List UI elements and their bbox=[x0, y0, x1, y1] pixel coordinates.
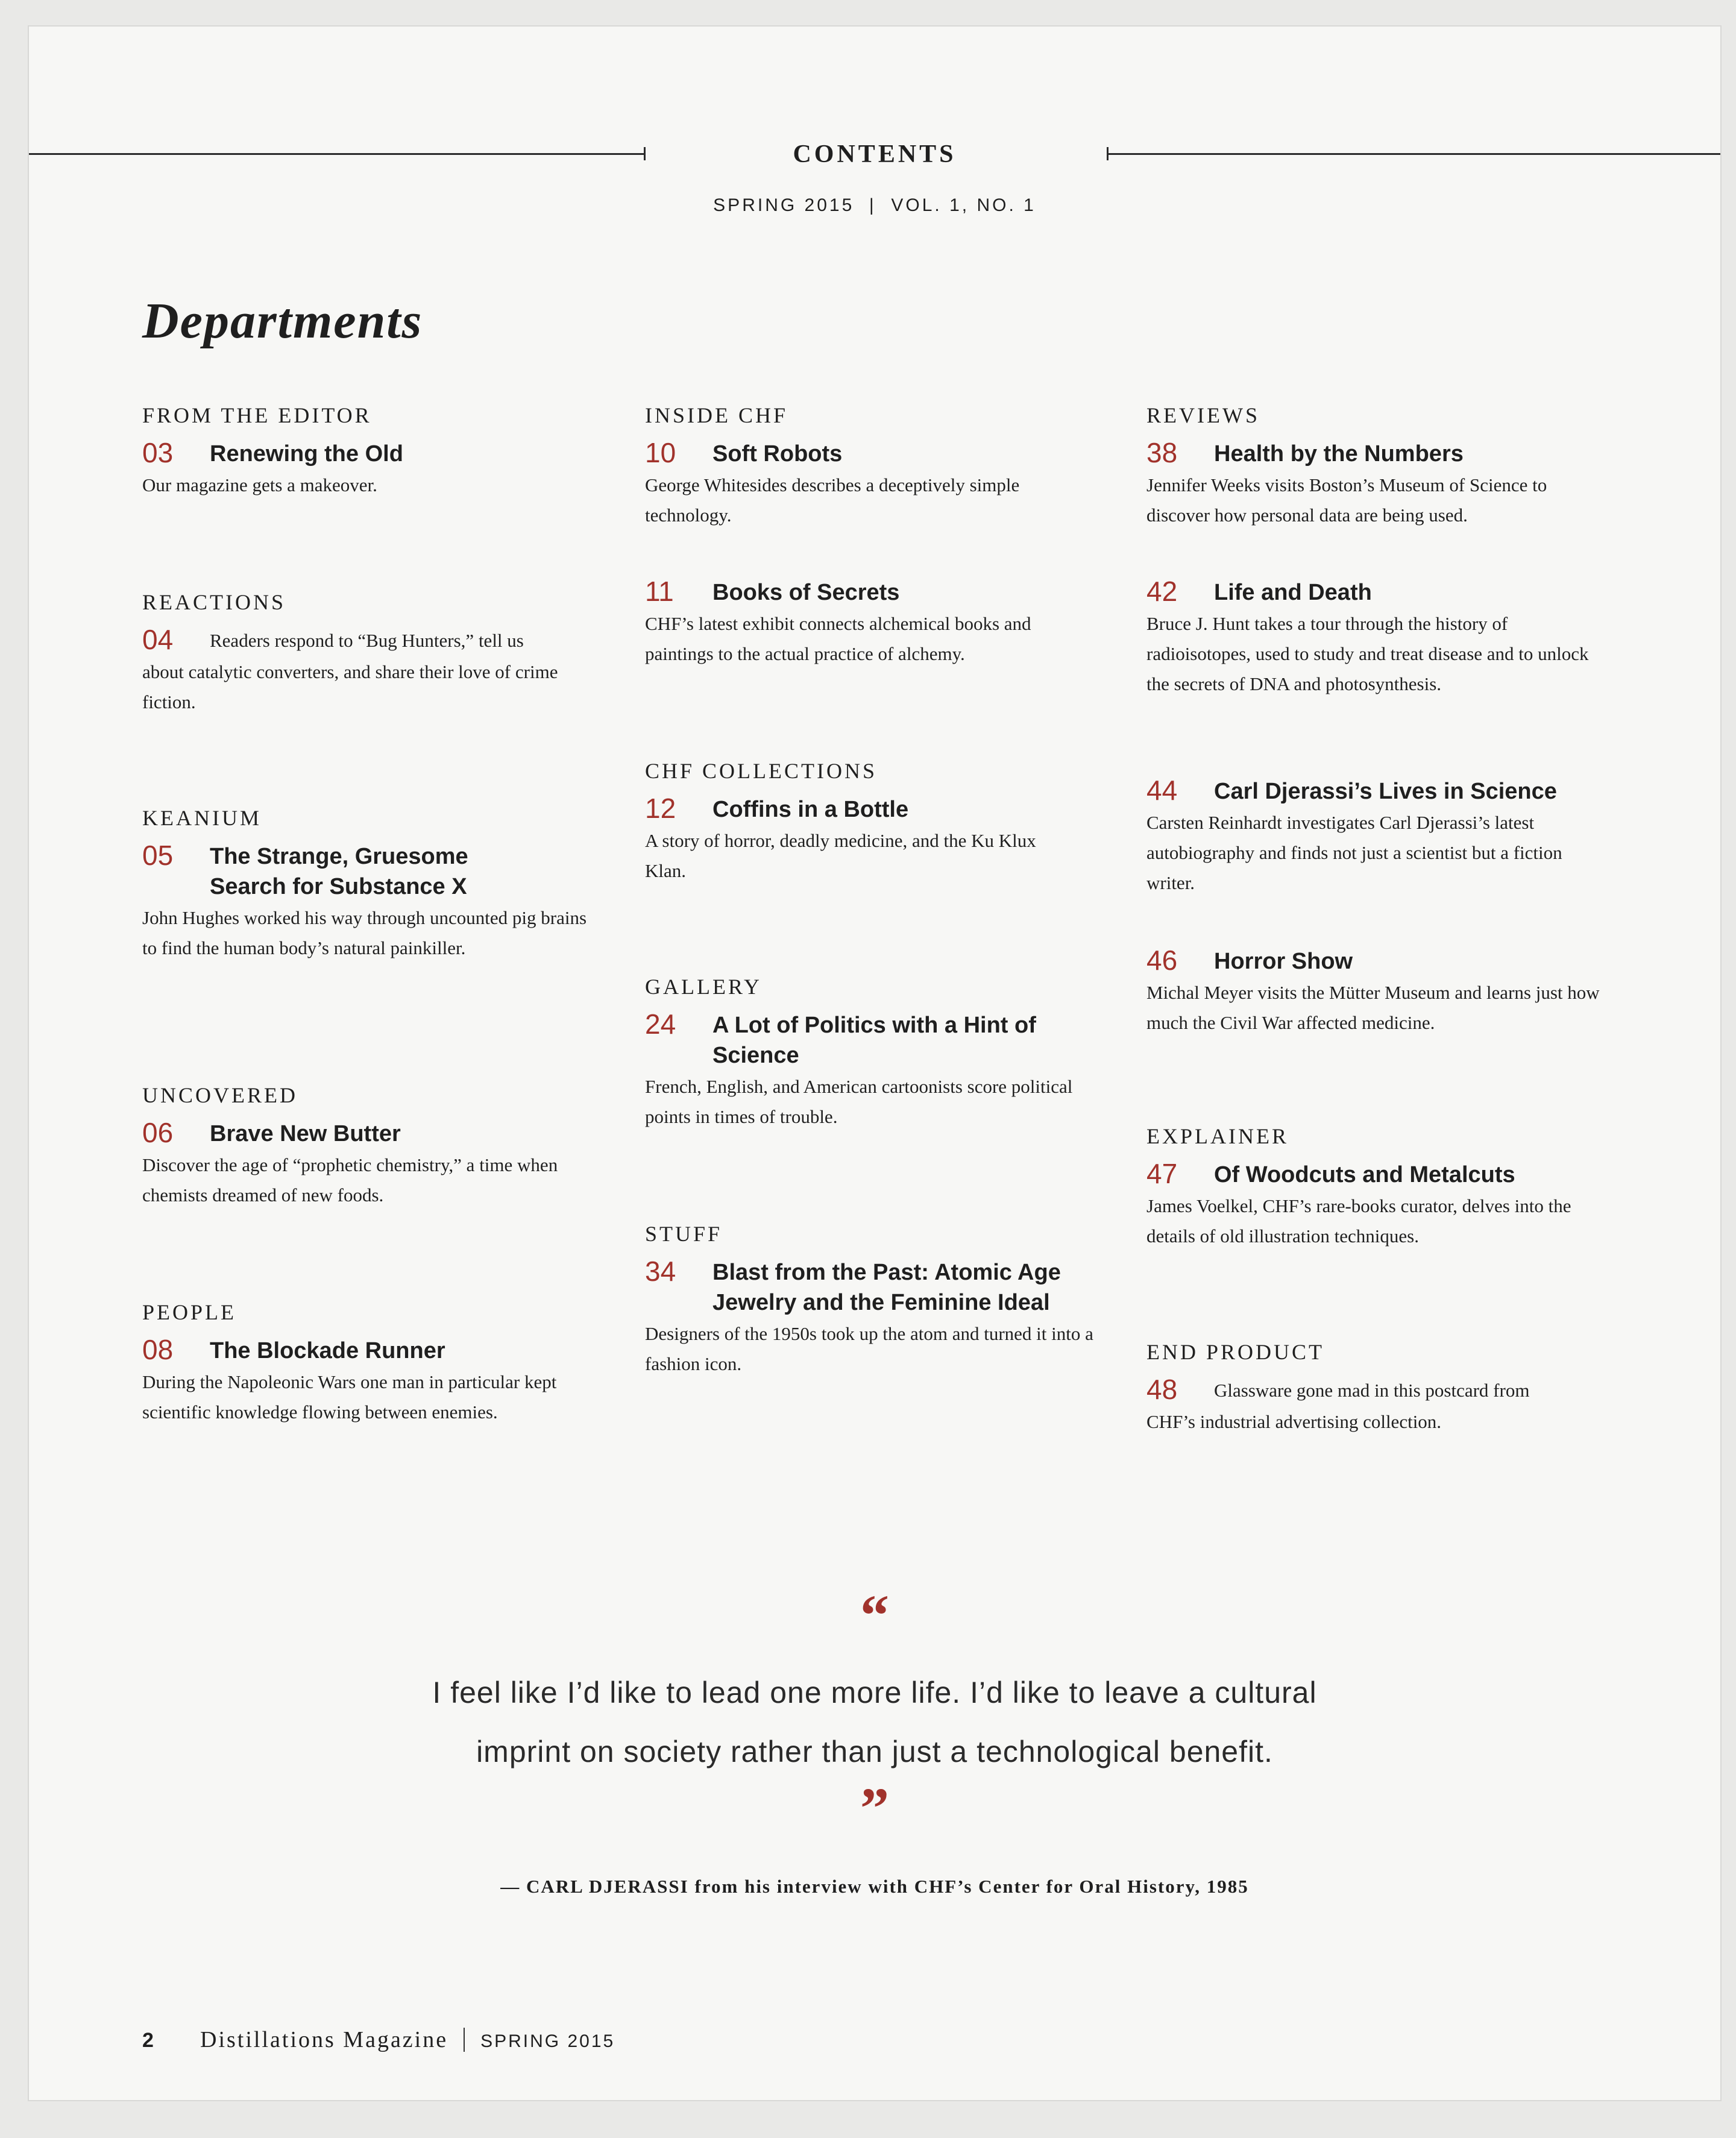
section-reviews bbox=[1146, 403, 1605, 530]
quote-attribution: — CARL DJERASSI from his interview with CHF’s Center for Oral History, 1985 bbox=[500, 1876, 1249, 1897]
entry-head bbox=[645, 1255, 1103, 1318]
section-label: PEOPLE bbox=[142, 1300, 237, 1324]
page-footer bbox=[142, 2026, 615, 2053]
entry-head bbox=[142, 1116, 600, 1149]
page-number: 46 bbox=[1146, 945, 1178, 976]
section-from-the-editor bbox=[142, 403, 600, 500]
entry-head bbox=[645, 575, 1103, 608]
close-quote-mark: ” bbox=[860, 1776, 889, 1840]
section-label: FROM THE EDITOR bbox=[142, 403, 372, 427]
page-number: 42 bbox=[1146, 576, 1178, 607]
page-number: 34 bbox=[645, 1256, 676, 1287]
footer-page-number: 2 bbox=[142, 2029, 154, 2052]
section-books-of-secrets bbox=[645, 575, 1103, 669]
section-label: REVIEWS bbox=[1146, 403, 1260, 427]
article-title[interactable]: The Blockade Runner bbox=[210, 1338, 445, 1363]
article-title[interactable]: Brave New Butter bbox=[210, 1121, 401, 1146]
section-stuff bbox=[645, 1221, 1103, 1379]
entry-head bbox=[1146, 1157, 1605, 1190]
entry-head bbox=[142, 839, 600, 902]
article-description: Michal Meyer visits the Mütter Museum and learns just how much the Civil War affected medicine. bbox=[1146, 982, 1600, 1033]
entry-head bbox=[142, 436, 600, 469]
article-description-start[interactable]: Glassware gone mad in this postcard from bbox=[1214, 1380, 1530, 1401]
article-description: CHF’s latest exhibit connects alchemical books and paintings to the actual practice of alchemy. bbox=[645, 613, 1031, 664]
section-horror-show bbox=[1146, 944, 1605, 1038]
article-description: CHF’s industrial advertising collection. bbox=[1146, 1411, 1442, 1432]
article-description: about catalytic converters, and share their love of crime fiction. bbox=[142, 661, 558, 712]
section-label: STUFF bbox=[645, 1222, 723, 1246]
article-description: James Voelkel, CHF’s rare-books curator, delves into the details of old illustration techniques. bbox=[1146, 1195, 1571, 1247]
issue-info: SPRING 2015 | VOL. 1, NO. 1 bbox=[713, 195, 1036, 215]
article-description-start[interactable]: Readers respond to “Bug Hunters,” tell us bbox=[210, 630, 524, 651]
page-number: 44 bbox=[1146, 775, 1178, 806]
section-people bbox=[142, 1300, 600, 1427]
entry-head bbox=[142, 623, 600, 656]
section-inside-chf bbox=[645, 403, 1103, 530]
magazine-page bbox=[29, 27, 1720, 2100]
article-title[interactable]: Renewing the Old bbox=[210, 441, 403, 467]
article-title[interactable]: Carl Djerassi’s Lives in Science bbox=[1214, 779, 1557, 804]
page-number: 03 bbox=[142, 437, 174, 468]
page-number: 38 bbox=[1146, 437, 1178, 468]
article-title[interactable]: Blast from the Past: Atomic Age Jewelry and the Feminine Ideal bbox=[712, 1260, 1061, 1315]
article-title[interactable]: A Lot of Politics with a Hint of Science bbox=[712, 1013, 1036, 1068]
article-title[interactable]: Life and Death bbox=[1214, 580, 1372, 605]
entry-head bbox=[645, 792, 1103, 825]
page-number: 06 bbox=[142, 1117, 174, 1148]
article-title[interactable]: The Strange, Gruesome Search for Substance X bbox=[210, 844, 468, 899]
page-number: 47 bbox=[1146, 1158, 1178, 1189]
article-description: Our magazine gets a makeover. bbox=[142, 474, 377, 495]
footer-issue: SPRING 2015 bbox=[480, 2031, 615, 2051]
article-description: Discover the age of “prophetic chemistry,” a time when chemists dreamed of new foods. bbox=[142, 1154, 558, 1206]
section-carl-djerassi bbox=[1146, 774, 1605, 898]
page-number: 48 bbox=[1146, 1374, 1178, 1405]
article-description: George Whitesides describes a deceptively simple technology. bbox=[645, 474, 1020, 526]
entry-head bbox=[1146, 575, 1605, 608]
quote-line-2: imprint on society rather than just a technological benefit. bbox=[476, 1735, 1273, 1769]
section-uncovered bbox=[142, 1083, 600, 1210]
article-description: Designers of the 1950s took up the atom and turned it into a fashion icon. bbox=[645, 1323, 1093, 1374]
section-reactions bbox=[142, 590, 600, 717]
section-label: REACTIONS bbox=[142, 590, 286, 614]
article-description: A story of horror, deadly medicine, and the Ku Klux Klan. bbox=[645, 830, 1036, 881]
entry-head bbox=[645, 436, 1103, 469]
page-number: 10 bbox=[645, 437, 676, 468]
article-description: During the Napoleonic Wars one man in particular kept scientific knowledge flowing between enemies. bbox=[142, 1371, 557, 1423]
article-description: John Hughes worked his way through uncounted pig brains to find the human body’s natural painkiller. bbox=[142, 907, 587, 958]
page-number: 11 bbox=[645, 576, 674, 607]
footer-divider bbox=[464, 2028, 465, 2052]
section-end-product bbox=[1146, 1339, 1605, 1437]
page-number: 04 bbox=[142, 624, 174, 655]
open-quote-mark: “ bbox=[860, 1583, 889, 1647]
entry-head bbox=[1146, 1373, 1605, 1406]
page-number: 12 bbox=[645, 793, 676, 824]
entry-head bbox=[1146, 944, 1605, 976]
article-title[interactable]: Health by the Numbers bbox=[1214, 441, 1464, 467]
footer-magazine-name: Distillations Magazine bbox=[200, 2027, 448, 2052]
section-label: UNCOVERED bbox=[142, 1083, 298, 1107]
article-title[interactable]: Horror Show bbox=[1214, 949, 1353, 974]
article-title[interactable]: Of Woodcuts and Metalcuts bbox=[1214, 1162, 1515, 1187]
section-chf-collections bbox=[645, 758, 1103, 886]
article-description: Bruce J. Hunt takes a tour through the history of radioisotopes, used to study and treat disease and to unlock the secrets of DNA and photosynthesis. bbox=[1146, 613, 1589, 694]
departments-heading: Departments bbox=[142, 293, 423, 349]
contents-title: CONTENTS bbox=[793, 140, 957, 168]
quote-line-1: I feel like I’d like to lead one more life. I’d like to leave a cultural bbox=[432, 1676, 1317, 1709]
article-description: Carsten Reinhardt investigates Carl Djerassi’s latest autobiography and finds not just a scientist but a fiction writer. bbox=[1146, 812, 1562, 893]
article-description: Jennifer Weeks visits Boston’s Museum of Science to discover how personal data are being used. bbox=[1146, 474, 1547, 526]
section-explainer bbox=[1146, 1124, 1605, 1251]
section-keanium bbox=[142, 805, 600, 963]
article-description: French, English, and American cartoonists score political points in times of trouble. bbox=[645, 1076, 1073, 1127]
page-number: 08 bbox=[142, 1334, 174, 1365]
article-title[interactable]: Soft Robots bbox=[712, 441, 843, 467]
article-title[interactable]: Coffins in a Bottle bbox=[712, 797, 909, 822]
entry-head bbox=[1146, 436, 1605, 469]
entry-head bbox=[142, 1333, 600, 1366]
section-label: END PRODUCT bbox=[1146, 1340, 1325, 1364]
entry-head bbox=[645, 1008, 1103, 1071]
section-label: EXPLAINER bbox=[1146, 1124, 1289, 1148]
article-title[interactable]: Books of Secrets bbox=[712, 580, 900, 605]
section-label: KEANIUM bbox=[142, 806, 262, 830]
section-label: CHF COLLECTIONS bbox=[645, 759, 878, 783]
section-label: INSIDE CHF bbox=[645, 403, 788, 427]
section-life-and-death bbox=[1146, 575, 1605, 699]
page-number: 24 bbox=[645, 1008, 676, 1040]
entry-head bbox=[1146, 774, 1605, 806]
section-label: GALLERY bbox=[645, 975, 762, 999]
section-gallery bbox=[645, 974, 1103, 1132]
page-number: 05 bbox=[142, 840, 174, 871]
